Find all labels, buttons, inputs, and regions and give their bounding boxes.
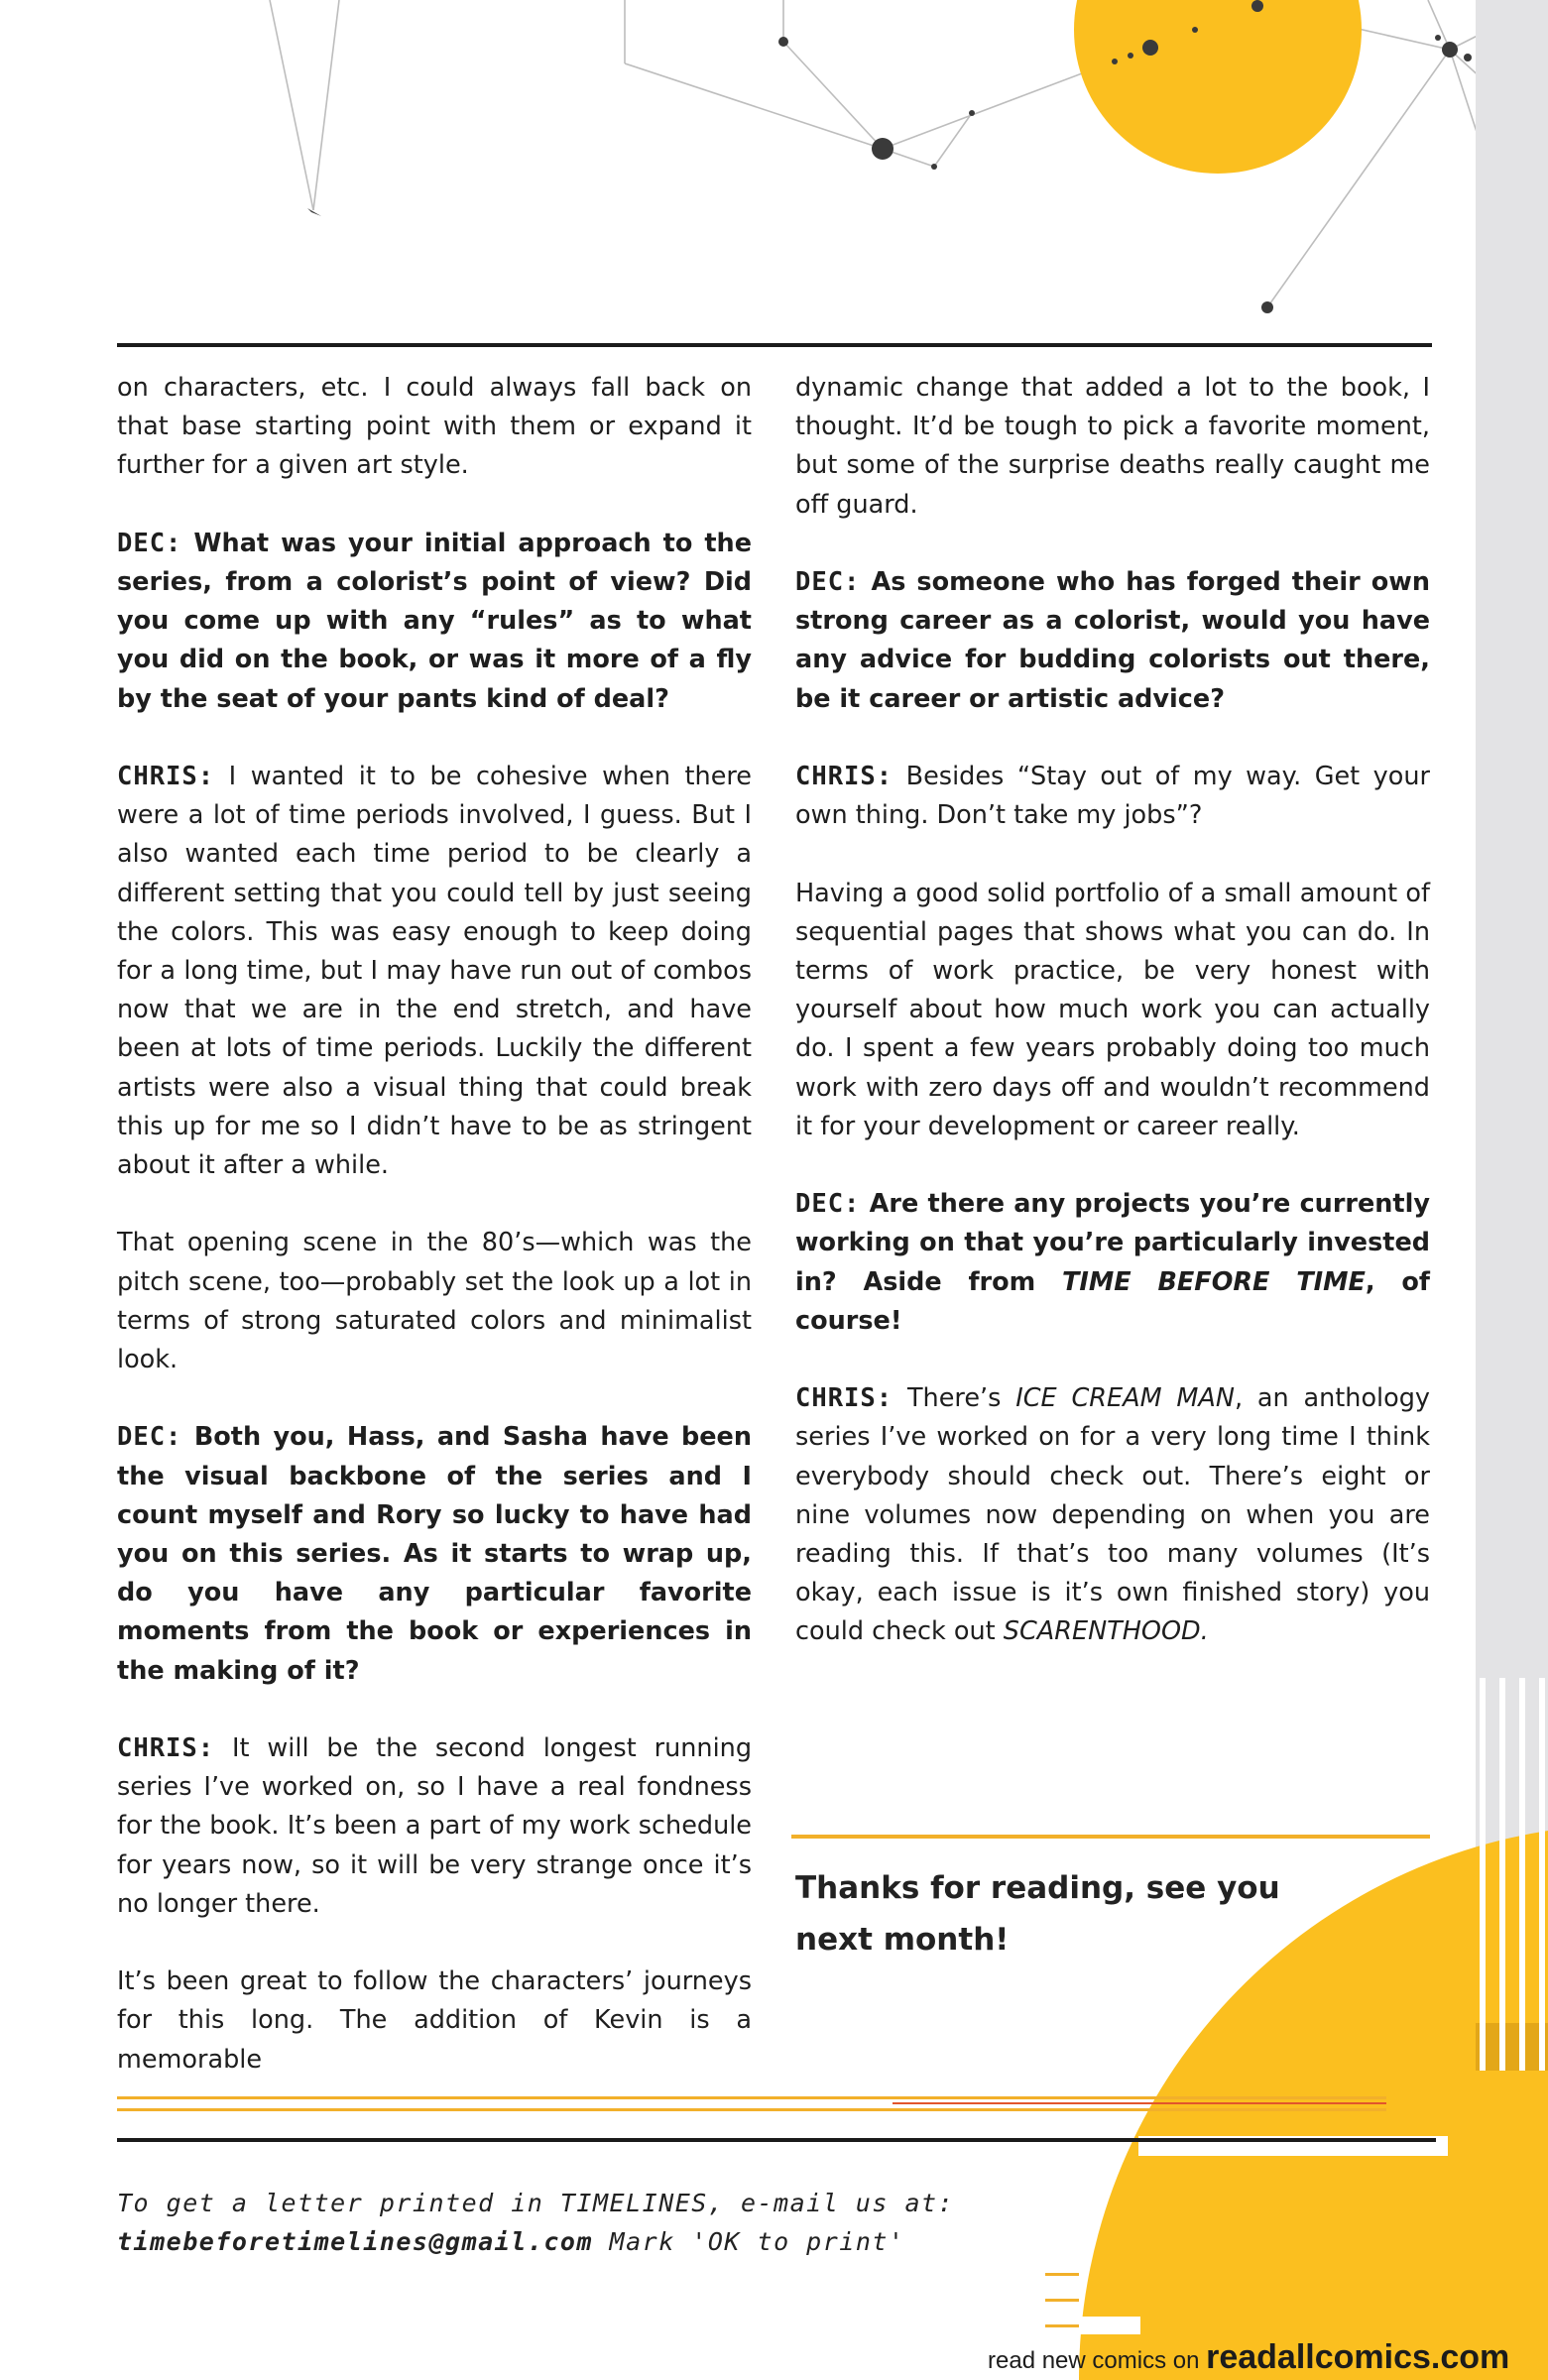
left-column (117, 369, 752, 2118)
answer-chris (795, 758, 1430, 835)
speaker-label: CHRIS: (117, 762, 215, 791)
question-dec (795, 563, 1430, 719)
closing-line: next month! (795, 1922, 1010, 1958)
answer-chris (117, 1729, 752, 1924)
speaker-label: CHRIS: (117, 1733, 215, 1764)
contact-line: To get a letter printed in TIMELINES, e-mail us at: (117, 2189, 955, 2217)
watermark-prefix: read new comics on (988, 2347, 1207, 2374)
speaker-label: DEC: (795, 1189, 861, 1220)
closing-line: Thanks for reading, see you (795, 1870, 1280, 1906)
right-column (795, 369, 1430, 1691)
question-text: Are there any projects you’re currently working on that you’re particularly invested in? Aside from (795, 1189, 1430, 1297)
speaker-label: DEC: (117, 528, 182, 558)
book-title: SCARENTHOOD. (1003, 1616, 1209, 1647)
answer-text: I wanted it to be cohesive when there were a lot of time periods involved, I guess. But I also wanted each time period to be clearly a different setting that you could tell by just seeing the colors. This was easy enough to keep doing for a long time, but I may have run out of combos now that we are in the end stretch, and have been at lots of time periods. Luckily the different artists were also a visual thing that could break this up for me so I didn’t have to be as stringent about it after a while. (117, 762, 752, 1181)
bottom-divider (117, 2138, 1436, 2142)
paragraph: dynamic change that added a lot to the book, I thought. It’d be tough to pick a favorite moment, but some of the surprise deaths really caught me off guard. (795, 373, 1430, 520)
answer-text: It will be the second longest running series I’ve worked on, so I have a real fondness for the book. It’s been a part of my work schedule for years now, so it will be very strange once it’s no longer there. (117, 1733, 753, 1919)
site-watermark (988, 2338, 1509, 2377)
orange-rule (117, 2108, 1386, 2111)
question-text: , of course! (795, 1266, 1430, 1336)
paragraph: on characters, etc. I could always fall back on that base starting point with them or expand it further for a given art style. (117, 373, 752, 481)
book-title: TIME BEFORE TIME (1061, 1266, 1366, 1297)
answer-text: , an anthology series I’ve worked on for a very long time I think everybody should check out. There’s eight or nine volumes now depending on when you are reading this. If that’s too many volumes (It’s okay, each issue is it’s own finished story) you could check out (795, 1383, 1431, 1647)
closing-divider (791, 1835, 1430, 1839)
speaker-label: CHRIS: (795, 1383, 893, 1414)
paragraph: It’s been great to follow the characters’ journeys for this long. The addition of Kevin is a memorable (117, 1966, 752, 2075)
answer-chris (117, 758, 752, 1185)
contact-email[interactable]: timebeforetimelines@gmail.com (117, 2227, 593, 2256)
book-title: ICE CREAM MAN (1015, 1383, 1235, 1414)
speaker-label: DEC: (117, 1422, 182, 1453)
top-divider (117, 343, 1432, 347)
letters-contact (117, 2184, 1129, 2261)
paragraph: Having a good solid portfolio of a small amount of sequential pages that shows what you can do. In terms of work practice, be very honest with yourself about how much work you can actually do. I spent a few years probably doing too much work with zero days off and wouldn’t recommend it for your development or career really. (795, 878, 1430, 1141)
orange-rule (117, 2096, 1386, 2099)
answer-chris (795, 1379, 1430, 1651)
watermark-site[interactable]: readallcomics.com (1206, 2338, 1510, 2376)
answer-text: Besides “Stay out of my way. Get your own thing. Don’t take my jobs”? (795, 762, 1430, 831)
speaker-label: CHRIS: (795, 762, 893, 791)
question-text: What was your initial approach to the series, from a colorist’s point of view? Did you come up with any “rules” as to what you did on the book, or was it more of a fly by the seat of your pants kind of deal? (117, 528, 752, 714)
question-dec (117, 525, 752, 719)
closing-message (795, 1862, 1311, 1965)
question-text: Both you, Hass, and Sasha have been the visual backbone of the series and I count myself and Rory so lucky to have had you on this series. As it starts to wrap up, do you have any particular favorite moments from the book or experiences in the making of it? (117, 1422, 752, 1686)
speaker-label: DEC: (795, 567, 861, 597)
contact-note: Mark 'OK to print' (593, 2227, 905, 2256)
paragraph: That opening scene in the 80’s—which was the pitch scene, too—probably set the look up a lot in terms of strong saturated colors and minimalist look. (117, 1228, 752, 1375)
question-text: As someone who has forged their own strong career as a colorist, would you have any advice for budding colorists out there, be it career or artistic advice? (795, 567, 1430, 714)
question-dec (117, 1418, 752, 1690)
contact-line (117, 2222, 1129, 2261)
answer-text: There’s (906, 1383, 1016, 1414)
red-accent-line (893, 2102, 1386, 2104)
question-dec (795, 1185, 1430, 1341)
